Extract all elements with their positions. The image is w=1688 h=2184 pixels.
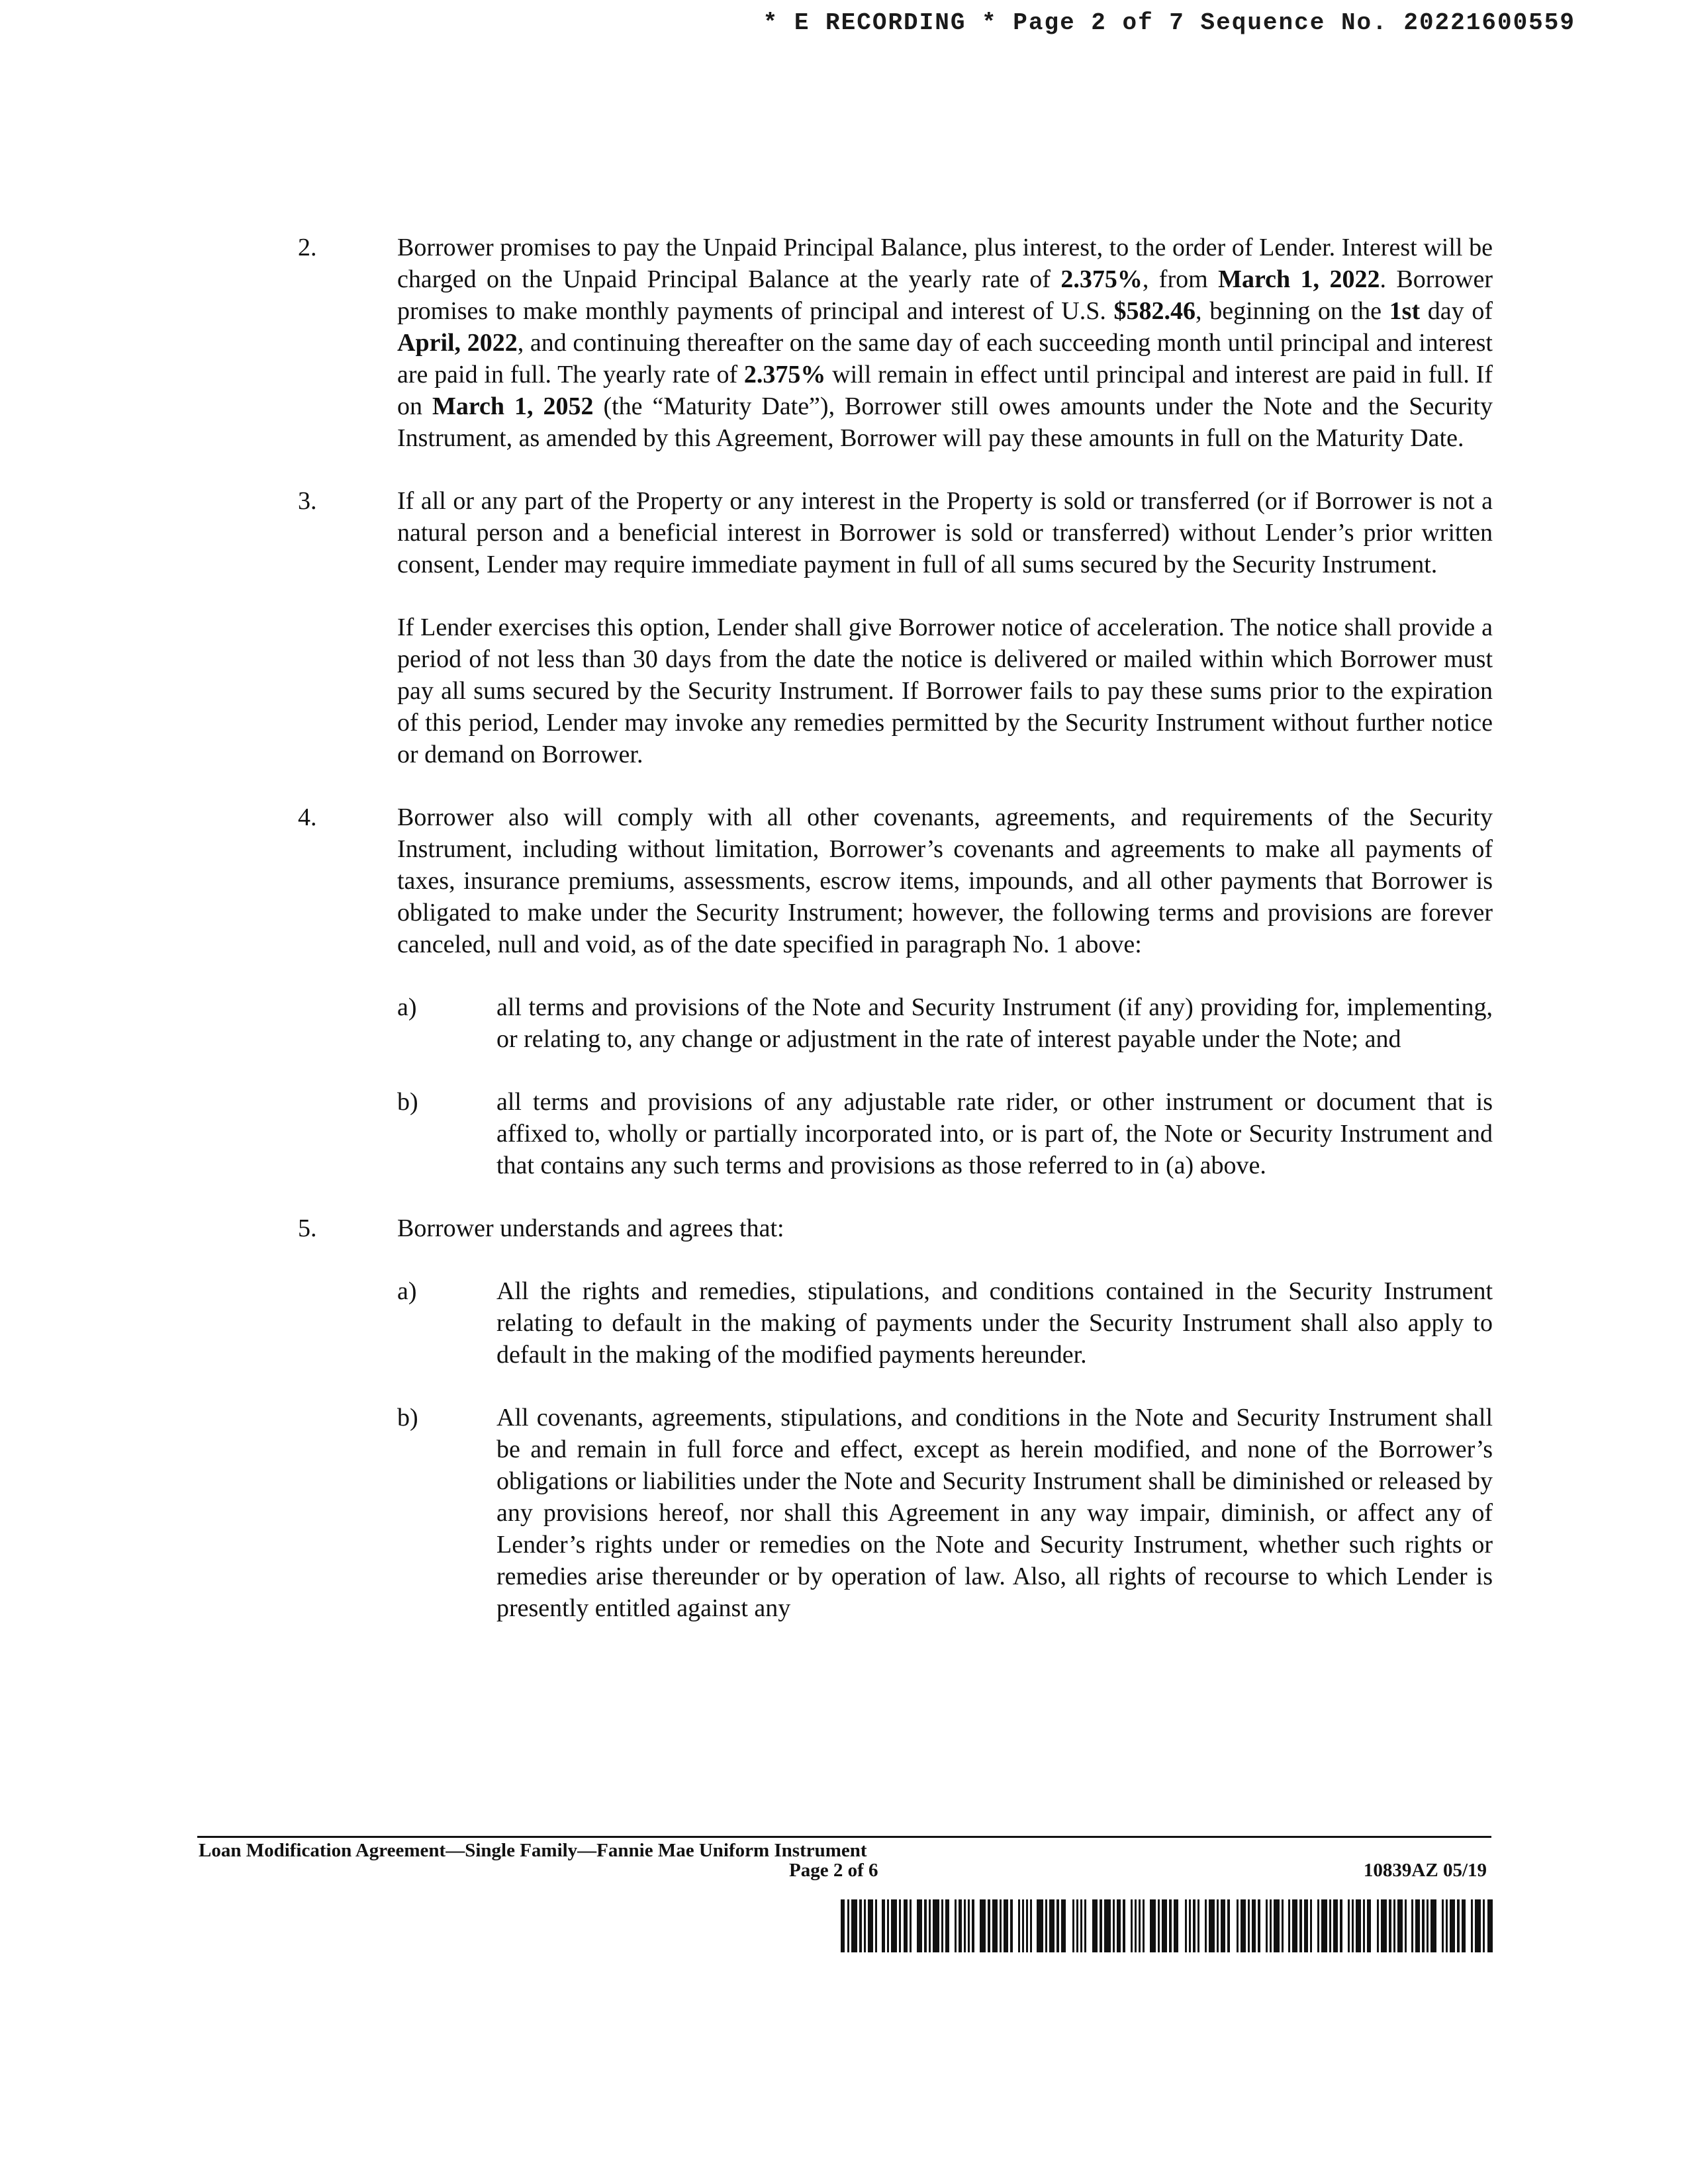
subparagraph-text: all terms and provisions of any adjustable rate rider, or other instrument or document that is affixed to, wholly or partially incorporated into, or is part of, the Note or Security Instrument and that contains any such terms and provisions as those referred to in (a) above. (496, 1088, 1493, 1179)
subparagraph-label: a) (397, 1277, 417, 1305)
subparagraph-4a (397, 991, 1493, 1055)
document-body (298, 232, 1493, 1655)
paragraph-text: If all or any part of the Property or any interest in the Property is sold or transferred (or if Borrower is not a natural person and a beneficial interest in Borrower is sold or transferred) without Lender’s prior written consent, Lender may require immediate payment in full of all sums secured by the Security Instrument. (397, 487, 1493, 578)
subparagraph-text: All covenants, agreements, stipulations, and conditions in the Note and Security Instrument shall be and remain in full force and effect, except as herein modified, and none of the Borrower’s obligations or liabilities under the Note and Security Instrument shall be diminished or released by any provisions hereof, nor shall this Agreement in any way impair, diminish, or affect any of Lender’s rights under or remedies on the Note and Security Instrument, whether such rights or remedies arise thereunder or by operation of law. Also, all rights of recourse to which Lender is presently entitled against any (496, 1404, 1493, 1622)
paragraph-number: 2. (298, 234, 317, 261)
subparagraph-5a (397, 1275, 1493, 1371)
paragraph-text: Borrower also will comply with all other covenants, agreements, and requirements of the Security Instrument, including without limitation, Borrower’s covenants and agreements to make all payments of taxes, insurance premiums, assessments, escrow items, impounds, and all other payments that Borrower is obligated to make under the Security Instrument; however, the following terms and provisions are forever canceled, null and void, as of the date specified in paragraph No. 1 above: (397, 803, 1493, 958)
paragraph-number: 3. (298, 487, 317, 515)
paragraph-4 (298, 801, 1493, 960)
paragraph-3-continuation: If Lender exercises this option, Lender shall give Borrower notice of acceleration. The notice shall provide a period of not less than 30 days from the date the notice is delivered or mailed within which Borrower must pay all sums secured by the Security Instrument. If Borrower fails to pay these sums prior to the expiration of this period, Lender may invoke any remedies permitted by the Security Instrument without further notice or demand on Borrower. (397, 614, 1493, 768)
paragraph-number: 5. (298, 1214, 317, 1242)
recording-header: * E RECORDING * Page 2 of 7 Sequence No. 20221600559 (763, 9, 1575, 36)
paragraph-text: Borrower promises to pay the Unpaid Principal Balance, plus interest, to the order of Lender. Interest will be charged on the Unpaid Principal Balance at the yearly rate of 2.375%, from March 1, 2022. Borrower promises to make monthly payments of principal and interest of U.S. $582.46, beginning on the 1st day of April, 2022, and continuing thereafter on the same day of each succeeding month until principal and interest are paid in full. The yearly rate of 2.375% will remain in effect until principal and interest are paid in full. If on March 1, 2052 (the “Maturity Date”), Borrower still owes amounts under the Note and the Security Instrument, as amended by this Agreement, Borrower will pay these amounts in full on the Maturity Date. (397, 234, 1493, 452)
footer-form-title: Loan Modification Agreement—Single Family—Fannie Mae Uniform Instrument (199, 1840, 867, 1861)
subparagraph-label: b) (397, 1404, 418, 1432)
paragraph-text: Borrower understands and agrees that: (397, 1214, 784, 1242)
subparagraph-5b (397, 1402, 1493, 1624)
footer-divider (197, 1836, 1491, 1838)
subparagraph-label: a) (397, 993, 417, 1021)
subparagraph-text: All the rights and remedies, stipulations, and conditions contained in the Security Instrument relating to default in the making of payments under the Security Instrument shall also apply to default in the making of the modified payments hereunder. (496, 1277, 1493, 1369)
paragraph-2 (298, 232, 1493, 454)
subparagraph-text: all terms and provisions of the Note and Security Instrument (if any) providing for, implementing, or relating to, any change or adjustment in the rate of interest payable under the Note; and (496, 993, 1493, 1053)
subparagraph-4b (397, 1086, 1493, 1181)
footer-page-number: Page 2 of 6 (789, 1860, 878, 1881)
paragraph-5 (298, 1212, 1493, 1244)
paragraph-3 (298, 485, 1493, 580)
paragraph-number: 4. (298, 803, 317, 831)
subparagraph-label: b) (397, 1088, 418, 1116)
barcode-icon (841, 1899, 1493, 1952)
footer-form-code: 10839AZ 05/19 (1363, 1860, 1487, 1881)
